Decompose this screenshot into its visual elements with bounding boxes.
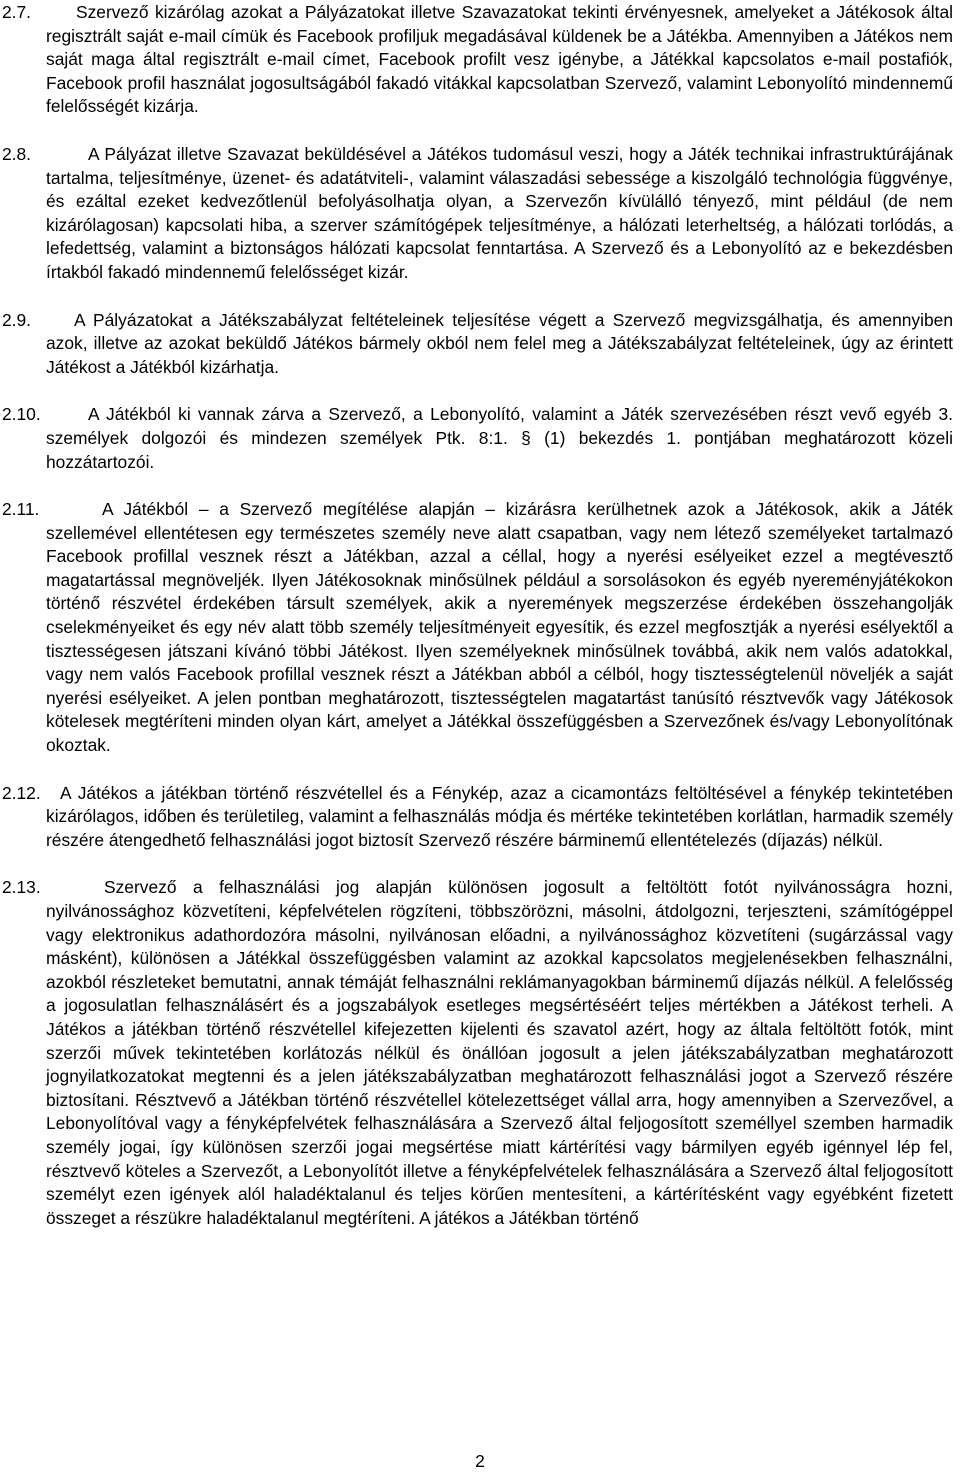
section-text: Szervező kizárólag azokat a Pályázatokat illetve Szavazatokat tekinti érvényesnek, amelyeket a Játékosok által regisztrált saját e-mail címük és Facebook profiljuk megadásával küldenek be a Játékba. Amennyiben a Játékos nem saját maga által regisztrált e-mail címet, Facebook profilt vesz igénybe, a Játékkal kapcsolatos e-mail postafiók, Facebook profil használat jogosultságából fakadó vitákkal kapcsolatban Szervező, valamint Lebonyolító mindennemű felelősségét kizárja. bbox=[46, 2, 953, 117]
section-2-12 bbox=[0, 782, 960, 853]
page-number: 2 bbox=[475, 1451, 485, 1471]
section-number: 2.13. bbox=[2, 877, 41, 898]
section-2-10 bbox=[0, 403, 960, 474]
section-text: A Játékból ki vannak zárva a Szervező, a Lebonyolító, valamint a Játék szervezésében részt vevő egyéb 3. személyek dolgozói és mindezen személyek Ptk. 8:1. § (1) bekezdés 1. pontjában meghatározott közeli hozzátartozói. bbox=[46, 404, 953, 472]
section-number: 2.12. bbox=[2, 782, 41, 803]
section-2-8 bbox=[0, 143, 960, 285]
section-2-11 bbox=[0, 498, 960, 758]
section-number: 2.8. bbox=[2, 143, 32, 164]
section-2-7 bbox=[0, 1, 960, 119]
section-number: 2.10. bbox=[2, 404, 41, 425]
section-2-13 bbox=[0, 876, 960, 1230]
section-number: 2.9. bbox=[2, 309, 32, 330]
section-text: A Játékos a játékban történő részvétellel és a Fénykép, azaz a cicamontázs feltöltésével a fénykép tekintetében kizárólagos, időben és területileg, valamint a felhasználás módja és mértéke tekintetében korlátlan, harmadik személy részére átengedhető felhasználási jogot biztosít Szervező részére bárminemű ellentételezés (díjazás) nélkül. bbox=[46, 782, 953, 850]
section-text: Szervező a felhasználási jog alapján különösen jogosult a feltöltött fotót nyilvánosságra hozni, nyilvánossághoz közvetíteni, képfelvételen rögzíteni, többszörözni, másolni, átdolgozni, terjeszteni, számítógéppel vagy elektronikus adathordozóra másolni, nyilvánosan előadni, a nyilvánossághoz közvetíteni (sugárzással vagy másként), különösen a Játékkal összefüggésben valamint az azokkal kapcsolatos megjelenésekben felhasználni, azokból részleteket bemutatni, annak témáját felhasználni reklámanyagokban bárminemű díjazás nélkül. A felelősség a jogosulatlan felhasználásért és a jogszabályok esetleges megsértéséért teljes mértékben a Játékost terheli. A Játékos a játékban történő részvétellel kifejezetten kijelenti és szavatol azért, hogy az általa feltöltött fotók, mint szerzői művek tekintetében korlátozás nélkül és önállóan jogosult a jelen játékszabályzatban meghatározott jognyilatkozatokat megtenni és a jelen játékszabályzatban meghatározott felhasználási jogot a Szervező részére biztosítani. Résztvevő a Játékban történő részvétellel kötelezettséget vállal arra, hogy amennyiben a Szervezővel, a Lebonyolítóval vagy a fényképfelvétek felhasználására a Szervező által feljogosított személlyel szemben harmadik személy jogai, így különösen szerzői jogai megsértése miatt kártérítési vagy bármilyen egyéb igénnyel lép fel, résztvevő köteles a Szervezőt, a Lebonyolítót illetve a fényképfelvételek felhasználására a Szervező által feljogosított személyt ezen igények alól haladéktalanul és teljes körűen mentesíteni, a kártérítésként vagy egyébként fizetett összeget a részükre haladéktalanul megtéríteni. A játékos a Játékban történő bbox=[46, 877, 953, 1228]
section-text: A Játékból – a Szervező megítélése alapján – kizárásra kerülhetnek azok a Játékosok, akik a Játék szellemével ellentétesen egy természetes személy neve alatt csapatban, vagy nem létező személyeket tartalmazó Facebook profillal vesznek részt a Játékban, azzal a céllal, hogy a nyerési esélyeiket ezzel a megtévesztő magatartással megnöveljék. Ilyen Játékosoknak minősülnek például a sorsolásokon és egyéb nyereményjátékokon történő részvétel érdekében társult személyek, akik a nyeremények megszerzése érdekében összehangolják cselekményeiket és egy név alatt több személy teljesítményeit egyesítik, és ezzel megfosztják a nyerési esélyektől a tisztességesen játszani kívánó többi Játékost. Ilyen személyeknek minősülnek továbbá, akik nem valós adatokkal, vagy nem valós Facebook profillal vesznek részt a Játékban abból a célból, hogy tisztességtelenül növeljék a saját nyerési esélyeiket. A jelen pontban meghatározott, tisztességtelen magatartást tanúsító résztvevők vagy Játékosok kötelesek megtéríteni minden olyan kárt, amelyet a Játékkal összefüggésben a Szervezőnek és/vagy Lebonyolítónak okoztak. bbox=[46, 499, 953, 756]
section-number: 2.11. bbox=[2, 499, 40, 520]
section-text: A Pályázatokat a Játékszabályzat feltételeinek teljesítése végett a Szervező megvizsgálhatja, és amennyiben azok, illetve az azokat beküldő Játékos bármely okból nem felel meg a Játékszabályzat feltételeinek, úgy az érintett Játékost a Játékból kizárhatja. bbox=[46, 309, 953, 377]
section-number: 2.7. bbox=[2, 2, 32, 22]
section-text: A Pályázat illetve Szavazat beküldésével a Játékos tudomásul veszi, hogy a Játék technikai infrastruktúrájának tartalma, teljesítménye, üzenet- és adatátviteli-, valamint válaszadási sebessége a kiszolgáló technológia függvénye, és ezáltal ezeket kedvezőtlenül befolyásolhatja olyan, a Szervezőn kívülálló tényező, mint például (de nem kizárólagosan) kapcsolati hiba, a szerver számítógépek teljesítménye, a hálózati leterheltség, a hálózati torlódás, a lefedettség, valamint a biztonságos hálózati kapcsolat fenntartása. A Szervező és a Lebonyolító az e bekezdésben írtakból fakadó mindennemű felelősséget kizár. bbox=[46, 143, 953, 282]
section-2-9 bbox=[0, 309, 960, 380]
